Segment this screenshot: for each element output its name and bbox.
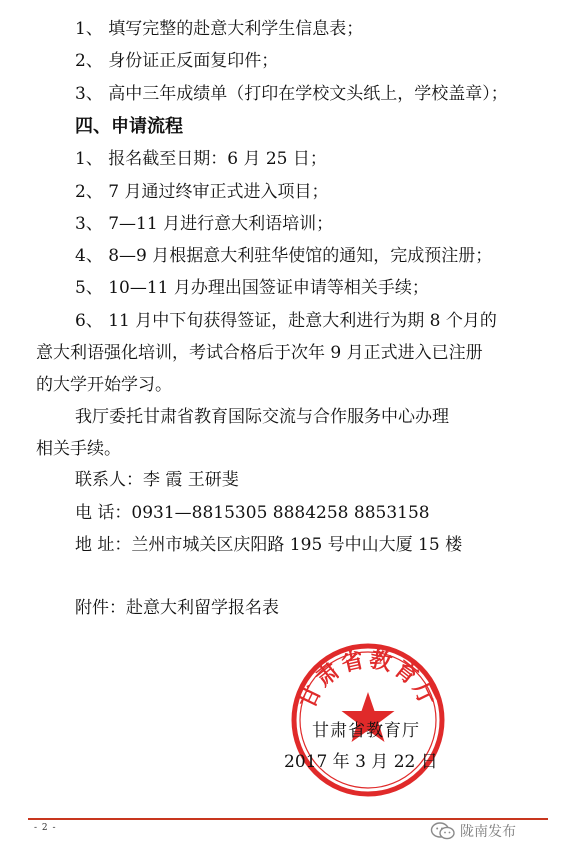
contact-persons: 联系人：李 霞 王研斐: [75, 470, 239, 490]
issue-date: 2017 年 3 月 22 日: [284, 752, 438, 772]
source-watermark: [430, 818, 516, 844]
attachment-note: 附件：赴意大利留学报名表: [75, 598, 279, 618]
process-item-6-continued: 意大利语强化培训，考试合格后于次年 9 月正式进入已注册: [36, 343, 483, 363]
contact-phone: 电 话：0931—8815305 8884258 8853158: [75, 503, 430, 523]
process-item-3: 3、 7—11 月进行意大利语培训；: [75, 214, 334, 234]
process-item-5: 5、 10—11 月办理出国签证申请等相关手续；: [75, 278, 429, 298]
requirement-item-3: 3、 高中三年成绩单（打印在学校文头纸上，学校盖章）；: [75, 84, 508, 104]
process-item-1: 1、 报名截至日期：6 月 25 日；: [75, 149, 327, 169]
process-item-4: 4、 8—9 月根据意大利驻华使馆的通知，完成预注册；: [75, 246, 493, 266]
entrustment-paragraph-end: 相关手续。: [36, 439, 121, 459]
section-heading-application-process: 四、申请流程: [75, 116, 183, 137]
watermark-text: 陇南发布: [460, 824, 516, 840]
process-item-6: 6、 11 月中下旬获得签证，赴意大利进行为期 8 个月的: [75, 311, 497, 331]
issuer-name: 甘肃省教育厅: [312, 721, 420, 741]
process-item-2: 2、 7 月通过终审正式进入项目；: [75, 182, 329, 202]
requirement-item-1: 1、 填写完整的赴意大利学生信息表；: [75, 19, 364, 39]
process-item-6-end: 的大学开始学习。: [36, 375, 172, 395]
seal-text: 甘肃省教育厅: [294, 646, 442, 713]
entrustment-paragraph: 我厅委托甘肃省教育国际交流与合作服务中心办理: [75, 407, 449, 427]
contact-address: 地 址：兰州市城关区庆阳路 195 号中山大厦 15 楼: [75, 535, 463, 555]
requirement-item-2: 2、 身份证正反面复印件；: [75, 51, 279, 71]
wechat-icon: [430, 821, 456, 841]
page-number: - 2 -: [34, 823, 57, 833]
